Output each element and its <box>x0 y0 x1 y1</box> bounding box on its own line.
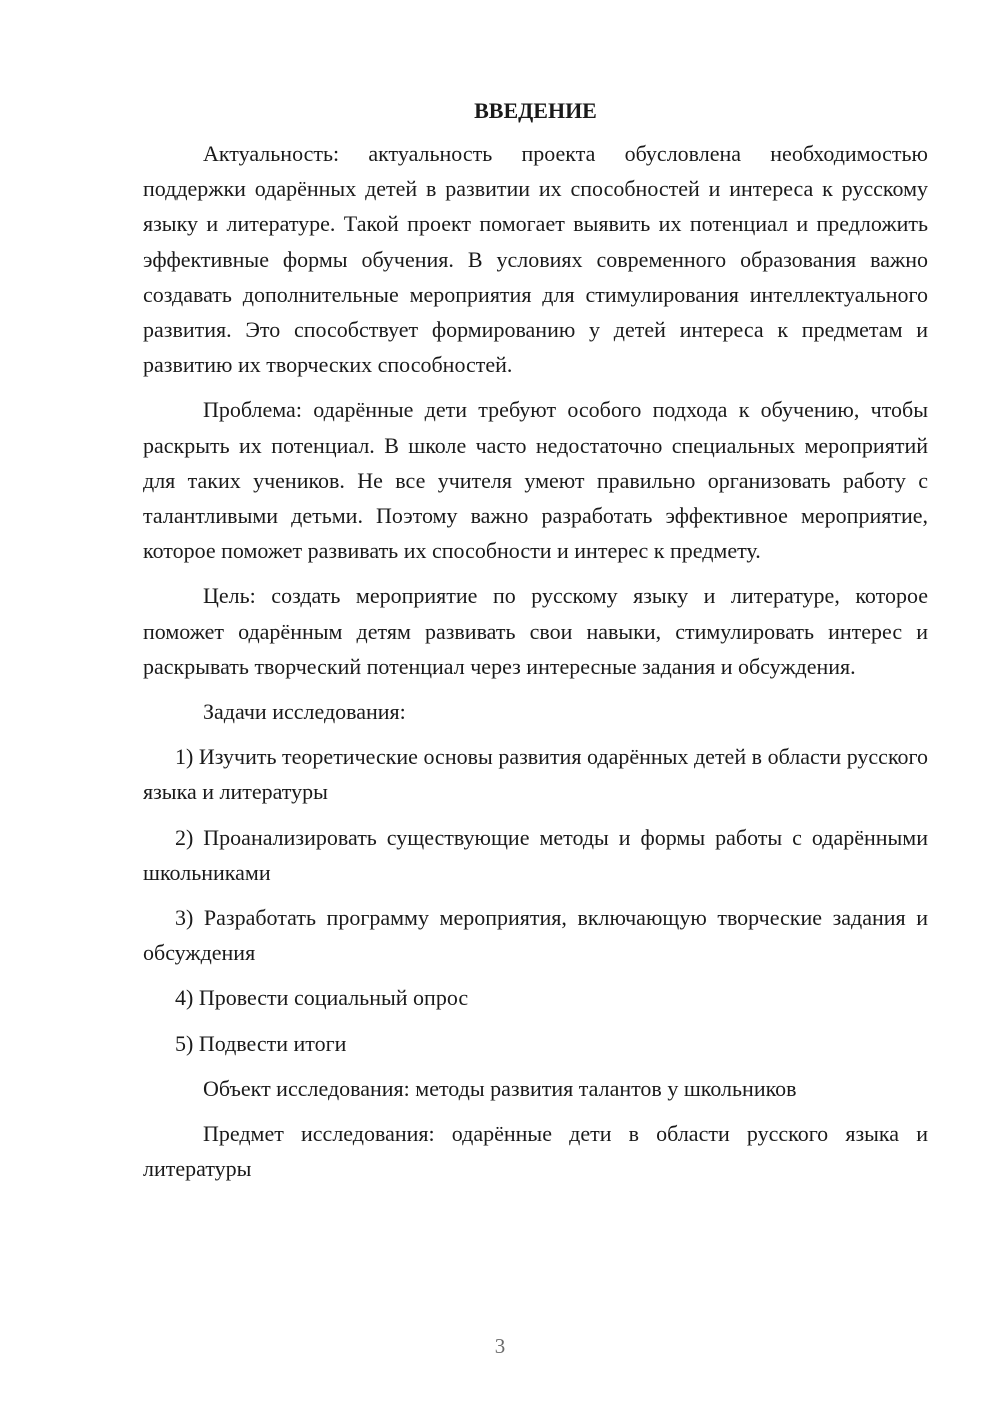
relevance-paragraph: Актуальность: актуальность проекта обусловлена необходимостью поддержки одарённых детей в развитии их способностей и интереса к русскому языку и литературе. Такой проект помогает выявить их потенциал и предложить эффективные формы обучения. В условиях современного образования важно создавать дополнительные мероприятия для стимулирования интеллектуального развития. Это способствует формированию у детей интереса к предметам и развитию их творческих способностей. <box>143 141 928 378</box>
research-subject-paragraph: Предмет исследования: одарённые дети в области русского языка и литературы <box>143 1121 928 1182</box>
task-item-2: 2) Проанализировать существующие методы и формы работы с одарёнными школьниками <box>143 824 928 885</box>
goal-paragraph: Цель: создать мероприятие по русскому языку и литературе, которое поможет одарённым детям развивать свои навыки, стимулировать интерес и раскрывать творческий потенциал через интересные задания и обсуждения. <box>143 583 928 679</box>
research-object-paragraph: Объект исследования: методы развития талантов у школьников <box>203 1075 797 1101</box>
section-heading: ВВЕДЕНИЕ <box>474 98 597 123</box>
page-number: 3 <box>494 1334 506 1358</box>
problem-paragraph: Проблема: одарённые дети требуют особого подхода к обучению, чтобы раскрыть их потенциал. В школе часто недостаточно специальных мероприятий для таких учеников. Не все учителя умеют правильно организовать работу с талантливыми детьми. Поэтому важно разработать эффективное мероприятие, которое поможет развивать их способности и интерес к предмету. <box>143 397 928 564</box>
page-content <box>143 96 928 1196</box>
task-item-1: 1) Изучить теоретические основы развития одарённых детей в области русского языка и литературы <box>143 744 928 805</box>
task-item-5: 5) Подвести итоги <box>175 1030 347 1056</box>
task-item-4: 4) Провести социальный опрос <box>175 985 469 1011</box>
tasks-heading: Задачи исследования: <box>203 699 406 725</box>
task-item-3: 3) Разработать программу мероприятия, включающую творческие задания и обсуждения <box>143 905 928 966</box>
